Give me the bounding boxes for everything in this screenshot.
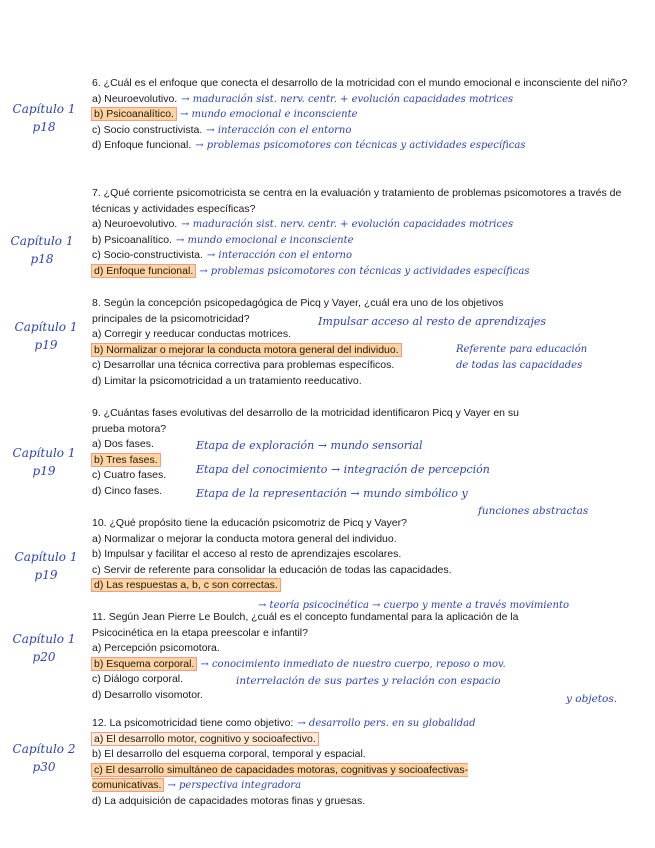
question-6 xyxy=(92,76,652,154)
option-d: d) La adquisición de capacidades motoras finas y gruesas. xyxy=(92,794,366,807)
option-d: d) Limitar la psicomotricidad a un tratamiento reeducativo. xyxy=(92,374,362,387)
question-7 xyxy=(92,186,652,279)
option-a: a) Percepción psicomotora. xyxy=(92,642,220,654)
option-b-selected: b) Esquema corporal. → conocimiento inmediato de nuestro cuerpo, reposo o mov. xyxy=(94,657,506,670)
option-d: d) Desarrollo visomotor. xyxy=(92,688,203,701)
side-label-q12: Capítulo 2 p30 xyxy=(12,742,76,774)
side-label-q11: Capítulo 1 p20 xyxy=(12,632,76,664)
option-c: c) Cuatro fases. xyxy=(92,469,167,481)
note-q11-b-2: y objetos. xyxy=(566,693,618,705)
note-q8-right: Impulsar acceso al resto de aprendizajes xyxy=(318,315,547,328)
question-stem: 6. ¿Cuál es el enfoque que conecta el desarrollo de la motricidad con el mundo emocional e inconsciente del niño? xyxy=(92,77,628,89)
option-d: d) Cinco fases. xyxy=(92,484,163,497)
question-stem: 12. La psicomotricidad tiene como objetivo: → desarrollo pers. en su globalidad xyxy=(92,717,476,729)
side-label-q7: Capítulo 1 p18 xyxy=(10,234,74,266)
option-a: a) Corregir y reeducar conductas motrices. xyxy=(92,328,291,340)
question-11 xyxy=(92,610,652,703)
option-b: b) Psicoanalítico. → mundo emocional e inconsciente xyxy=(92,233,354,246)
option-c: c) Socio-constructivista. → interacción con el entorno xyxy=(92,249,352,261)
option-c-selected: c) El desarrollo simultáneo de capacidades motoras, cognitivas y socioafectivas-comunicativas. → perspectiva integradora xyxy=(92,763,469,791)
note-q8-side-2: de todas las capacidades xyxy=(456,360,583,371)
option-a: a) Neuroevolutivo. → maduración sist. nerv. centr. + evolución capacidades motrices xyxy=(92,218,514,230)
note-q9-2: Etapa del conocimiento → integración de percepción xyxy=(196,463,490,476)
option-a-marked: a) El desarrollo motor, cognitivo y socioafectivo. xyxy=(94,732,316,745)
question-12 xyxy=(92,716,652,809)
note-q11-top: → teoría psicocinética → cuerpo y mente a través movimiento xyxy=(258,600,569,611)
option-b: b) El desarrollo del esquema corporal, temporal y espacial. xyxy=(92,748,366,760)
question-stem: 8. Según la concepción psicopedagógica de Picq y Vayer, ¿cuál era uno de los objetivos principales de la psicomotricidad? xyxy=(92,297,504,325)
side-label-q6: Capítulo 1 p18 xyxy=(12,102,76,134)
option-d: d) Enfoque funcional. → problemas psicomotores con técnicas y actividades específicas xyxy=(92,139,526,151)
option-b: b) Impulsar y facilitar el acceso al resto de aprendizajes escolares. xyxy=(92,548,402,560)
note-q9-3: Etapa de la representación → mundo simbólico y xyxy=(196,487,468,500)
note-q9-1: Etapa de exploración → mundo sensorial xyxy=(196,439,423,452)
option-a: a) Dos fases. xyxy=(92,438,154,450)
note-q12-top: → desarrollo pers. en su globalidad xyxy=(297,718,476,729)
option-b-selected: b) Normalizar o mejorar la conducta motora general del individuo. xyxy=(94,343,399,356)
option-c: c) Socio constructivista. → interacción con el entorno xyxy=(92,123,352,136)
question-stem: 10. ¿Qué propósito tiene la educación psicomotriz de Picq y Vayer? xyxy=(92,517,407,529)
side-label-q10: Capítulo 1 p19 xyxy=(14,550,78,582)
question-stem: 9. ¿Cuántas fases evolutivas del desarrollo de la motricidad identificaron Picq y Vayer en su prueba motora? xyxy=(92,407,520,435)
option-c: c) Diálogo corporal. xyxy=(92,673,184,685)
option-c: c) Servir de referente para consolidar la educación de todas las capacidades. xyxy=(92,563,452,576)
note-q11-b-1: interrelación de sus partes y relación con espacio xyxy=(236,675,501,687)
option-a: a) Neuroevolutivo. → maduración sist. nerv. centr. + evolución capacidades motrices xyxy=(92,92,514,105)
question-stem: 7. ¿Qué corriente psicomotricista se centra en la evaluación y tratamiento de problemas psicomotores a través de técnicas y actividades específicas? xyxy=(92,187,622,215)
question-10 xyxy=(92,516,652,594)
note-q9-4: funciones abstractas xyxy=(478,505,589,517)
option-c: c) Desarrollar una técnica correctiva para problemas específicos. xyxy=(92,359,395,371)
option-b-selected: b) Psicoanalítico. → mundo emocional e inconsciente xyxy=(94,108,358,120)
side-label-q8: Capítulo 1 p19 xyxy=(14,320,78,352)
option-a: a) Normalizar o mejorar la conducta motora general del individuo. xyxy=(92,532,397,545)
option-d-selected: d) Las respuestas a, b, c son correctas. xyxy=(94,579,278,591)
side-label-q9: Capítulo 1 p19 xyxy=(12,446,76,478)
option-d-selected: d) Enfoque funcional. → problemas psicomotores con técnicas y actividades específicas xyxy=(94,264,530,277)
note-q8-side-1: Referente para educación xyxy=(456,344,588,355)
option-b-selected: b) Tres fases. xyxy=(94,453,158,466)
question-stem: 11. Según Jean Pierre Le Boulch, ¿cuál es el concepto fundamental para la aplicación de la Psicocinética en la etapa preescolar e infantil? xyxy=(92,611,519,639)
